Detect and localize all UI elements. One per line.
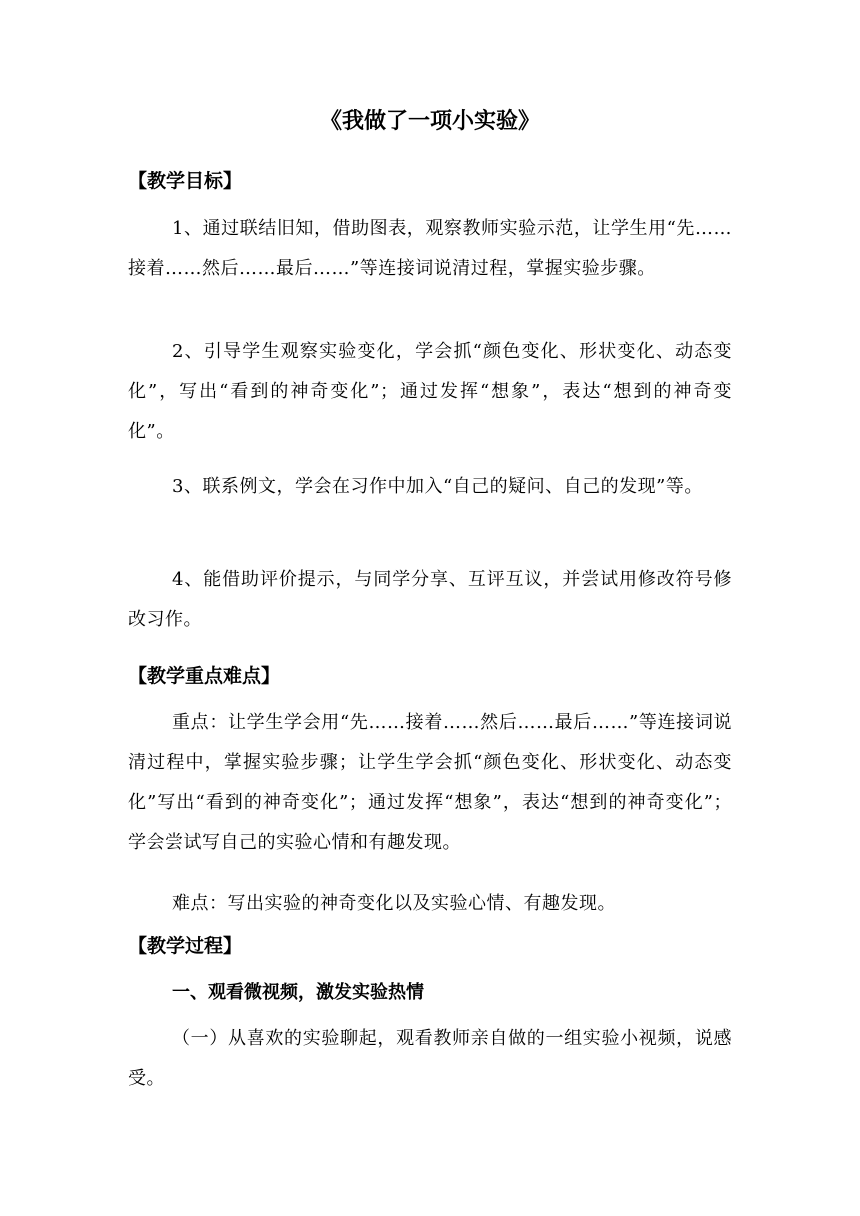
process-step-1-item-1: （一）从喜欢的实验聊起，观看教师亲自做的一组实验小视频，说感受。 [128, 1028, 732, 1089]
objective-item-2: 2、引导学生观察实验变化，学会抓“颜色变化、形状变化、动态变化”，写出“看到的神奇变化”；通过发挥“想象”，表达“想到的神奇变化”。 [128, 341, 732, 442]
key-points-difficulty: 难点：写出实验的神奇变化以及实验心情、有趣发现。 [172, 893, 616, 914]
process-heading: 【教学过程】 [128, 935, 243, 957]
objective-item-1: 1、通过联结旧知，借助图表，观察教师实验示范，让学生用“先……接着……然后……最后……”等连接词说清过程，掌握实验步骤。 [128, 218, 732, 279]
key-points-focus: 重点：让学生学会用“先……接着……然后……最后……”等连接词说清过程中，掌握实验步骤；让学生学会抓“颜色变化、形状变化、动态变化”写出“看到的神奇变化”；通过发挥“想象”，表达“想到的神奇变化”；学会尝试写自己的实验心情和有趣发现。 [128, 712, 732, 853]
key-points-heading: 【教学重点难点】 [128, 665, 281, 687]
process-step-1-title: 一、观看微视频，激发实验热情 [172, 982, 424, 1003]
objectives-heading: 【教学目标】 [128, 170, 243, 192]
objective-item-4: 4、能借助评价提示，与同学分享、互评互议，并尝试用修改符号修改习作。 [128, 569, 732, 630]
document-title: 《我做了一项小实验》 [319, 109, 540, 134]
objective-item-3: 3、联系例文，学会在习作中加入“自己的疑问、自己的发现”等。 [172, 476, 703, 497]
